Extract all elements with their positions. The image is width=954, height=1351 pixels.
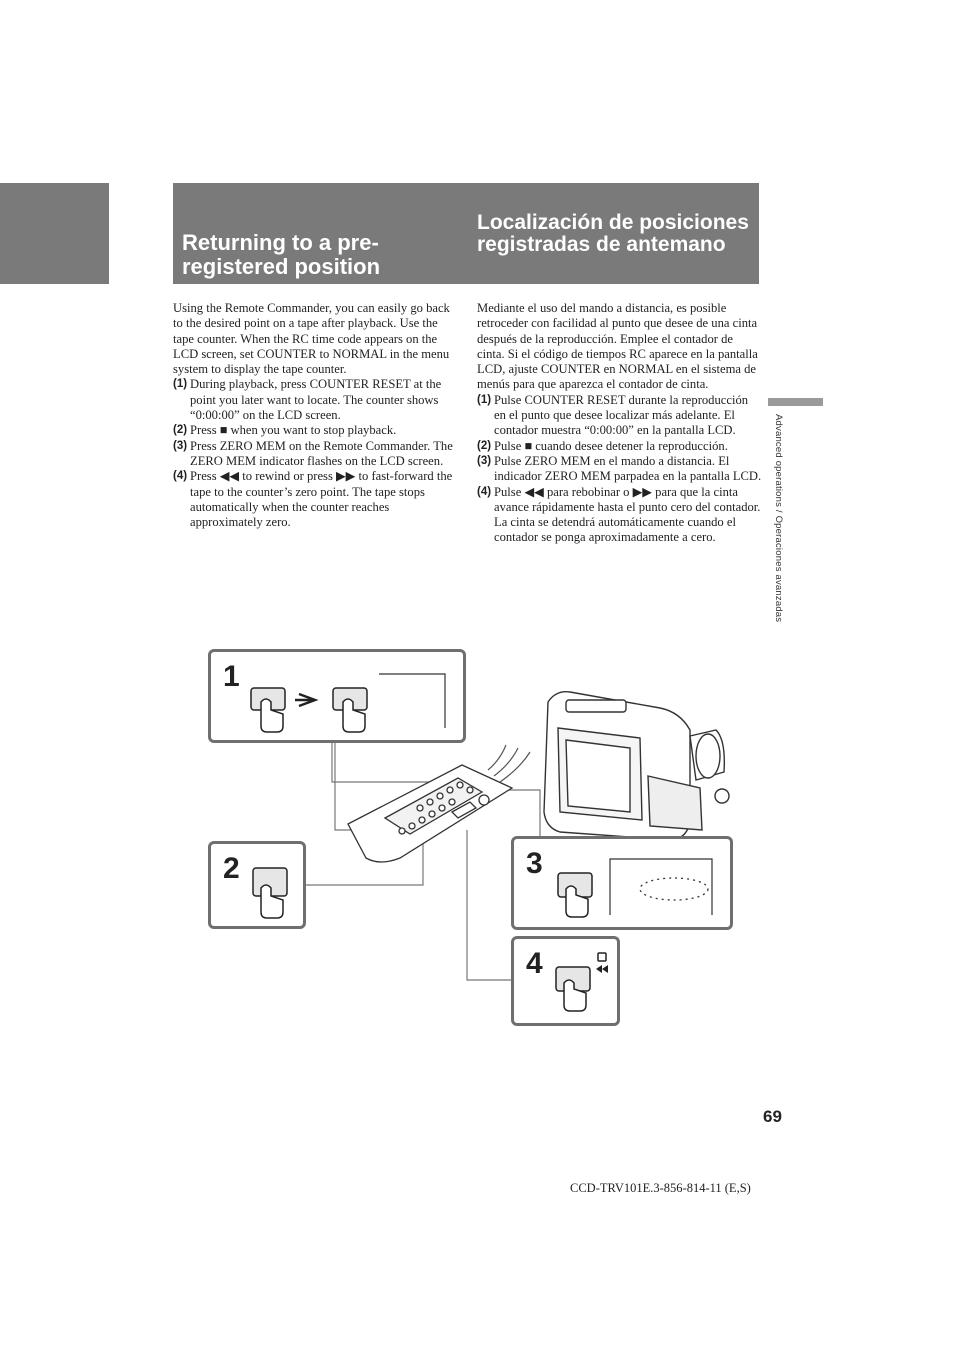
step-text: Press ■ when you want to stop playback. — [190, 423, 397, 438]
press-button-icon — [211, 652, 463, 740]
step-3-panel — [511, 836, 733, 930]
step-text: Press ZERO MEM on the Remote Commander. The ZERO MEM indicator flashes on the LCD screen. — [190, 438, 453, 468]
step-text: Pulse ◀◀ para rebobinar o ▶▶ para que la cinta avance rápidamente hasta el punto cero del contador. La cinta se detendrá automáticamente cuando el contador se ponga aproximadamente a cero. — [494, 484, 761, 545]
remote-commander-icon — [348, 765, 512, 862]
step-number: (4) — [477, 485, 492, 498]
page-number: 69 — [763, 1107, 782, 1126]
step-number: (1) — [173, 378, 188, 391]
step-text: Pulse ZERO MEM en el mando a distancia. El indicador ZERO MEM parpadea en la pantalla LCD. — [494, 453, 762, 484]
page-title-en: Returning to a pre-registered position — [182, 230, 381, 279]
step-number: (2) — [173, 424, 188, 437]
step-4-panel — [511, 936, 620, 1026]
rewind-button-icon — [514, 939, 617, 1023]
document-code: CCD-TRV101E.3-856-814-11 (E,S) — [570, 1181, 751, 1195]
press-button-icon — [514, 839, 730, 927]
step-number: (4) — [173, 470, 188, 483]
step-label: 3 — [526, 847, 543, 880]
page-title-es: Localización de posiciones registradas de antemano — [477, 211, 749, 256]
step-label: 4 — [526, 947, 543, 980]
step-text: During playback, press COUNTER RESET at the point you later want to locate. The counter shows “0:00:00” on the LCD screen. — [190, 377, 442, 423]
step-text: Press ◀◀ to rewind or press ▶▶ to fast-forward the tape to the counter’s zero point. The tape stops automatically when the counter reaches approximately zero. — [190, 469, 453, 530]
camcorder-icon — [544, 692, 729, 840]
step-label: 2 — [223, 852, 240, 885]
step-1-panel — [208, 649, 466, 743]
zero-mem-flash-icon — [640, 878, 708, 900]
press-button-icon — [211, 844, 303, 926]
step-2-panel — [208, 841, 306, 929]
step-number: (2) — [477, 439, 492, 452]
intro-paragraph-es: Mediante el uso del mando a distancia, es posible retroceder con facilidad al punto que desee de una cinta después de la reproducción. Emplee el contador de cinta. Si el código de tiempos RC aparece en la pantalla LCD, ajuste COUNTER en NORMAL en el sistema de menús para que aparezca el contador de cinta. — [477, 301, 758, 392]
section-side-label: Advanced operations / Operaciones avanzadas — [773, 414, 784, 623]
step-number: (1) — [477, 393, 492, 406]
step-number: (3) — [173, 439, 188, 452]
signal-waves-icon — [488, 745, 530, 782]
intro-paragraph-en: Using the Remote Commander, you can easily go back to the desired point on a tape after playback. Use the tape counter. When the RC time code appears on the LCD screen, set COUNTER to NORMAL in the menu system to display the tape counter. — [173, 301, 450, 377]
step-label: 1 — [223, 660, 240, 693]
connector-lines — [305, 740, 540, 980]
step-number: (3) — [477, 454, 492, 467]
step-text: Pulse ■ cuando desee detener la reproducción. — [494, 438, 728, 453]
step-text: Pulse COUNTER RESET durante la reproducción en el punto que desee localizar más adelante. El contador muestra “0:00:00” en la pantalla LCD. — [494, 392, 749, 438]
